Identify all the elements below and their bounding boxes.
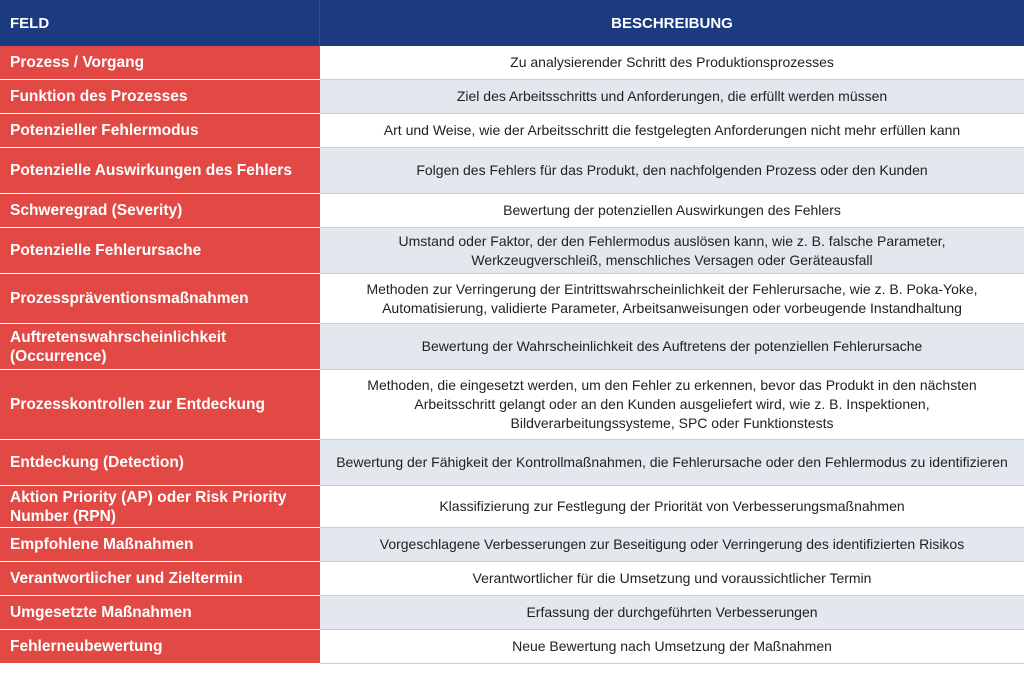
- row-7-beschreibung: Methoden zur Verringerung der Eintrittswahrscheinlichkeit der Fehlerursache, wie z. B. Poka-Yoke, Automatisierung, validierte Parameter, Arbeitsanweisungen oder vorbeugende Instandhaltung: [320, 274, 1024, 324]
- row-6-feld: Potenzielle Fehlerursache: [0, 228, 320, 274]
- row-12-feld: Empfohlene Maßnahmen: [0, 528, 320, 562]
- row-13-feld: Verantwortlicher und Zieltermin: [0, 562, 320, 596]
- row-9-feld: Prozesskontrollen zur Entdeckung: [0, 370, 320, 440]
- row-2-feld: Funktion des Prozesses: [0, 80, 320, 114]
- row-10-feld: Entdeckung (Detection): [0, 440, 320, 486]
- row-14-feld: Umgesetzte Maßnahmen: [0, 596, 320, 630]
- row-12-beschreibung: Vorgeschlagene Verbesserungen zur Beseitigung oder Verringerung des identifizierten Risikos: [320, 528, 1024, 562]
- row-15-feld: Fehlerneubewertung: [0, 630, 320, 664]
- row-3-feld: Potenzieller Fehlermodus: [0, 114, 320, 148]
- row-5-beschreibung: Bewertung der potenziellen Auswirkungen des Fehlers: [320, 194, 1024, 228]
- row-4-beschreibung: Folgen des Fehlers für das Produkt, den nachfolgenden Prozess oder den Kunden: [320, 148, 1024, 194]
- row-10-beschreibung: Bewertung der Fähigkeit der Kontrollmaßnahmen, die Fehlerursache oder den Fehlermodus zu identifizieren: [320, 440, 1024, 486]
- column-header-beschreibung: BESCHREIBUNG: [320, 0, 1024, 46]
- row-1-beschreibung: Zu analysierender Schritt des Produktionsprozesses: [320, 46, 1024, 80]
- row-11-beschreibung: Klassifizierung zur Festlegung der Priorität von Verbesserungsmaßnahmen: [320, 486, 1024, 528]
- row-4-feld: Potenzielle Auswirkungen des Fehlers: [0, 148, 320, 194]
- row-14-beschreibung: Erfassung der durchgeführten Verbesserungen: [320, 596, 1024, 630]
- row-11-feld: Aktion Priority (AP) oder Risk Priority Number (RPN): [0, 486, 320, 528]
- row-13-beschreibung: Verantwortlicher für die Umsetzung und voraussichtlicher Termin: [320, 562, 1024, 596]
- row-8-beschreibung: Bewertung der Wahrscheinlichkeit des Auftretens der potenziellen Fehlerursache: [320, 324, 1024, 370]
- row-15-beschreibung: Neue Bewertung nach Umsetzung der Maßnahmen: [320, 630, 1024, 664]
- row-2-beschreibung: Ziel des Arbeitsschritts und Anforderungen, die erfüllt werden müssen: [320, 80, 1024, 114]
- column-header-feld: FELD: [0, 0, 320, 46]
- row-7-feld: Prozesspräventionsmaßnahmen: [0, 274, 320, 324]
- row-9-beschreibung: Methoden, die eingesetzt werden, um den Fehler zu erkennen, bevor das Produkt in den nächsten Arbeitsschritt gelangt oder an den Kunden ausgeliefert wird, wie z. B. Inspektionen, Bildverarbeitungssysteme, SPC oder Funktionstests: [320, 370, 1024, 440]
- row-5-feld: Schweregrad (Severity): [0, 194, 320, 228]
- row-6-beschreibung: Umstand oder Faktor, der den Fehlermodus auslösen kann, wie z. B. falsche Parameter, Werkzeugverschleiß, menschliches Versagen oder Geräteausfall: [320, 228, 1024, 274]
- row-3-beschreibung: Art und Weise, wie der Arbeitsschritt die festgelegten Anforderungen nicht mehr erfüllen kann: [320, 114, 1024, 148]
- row-8-feld: Auftretenswahrscheinlichkeit (Occurrence): [0, 324, 320, 370]
- row-1-feld: Prozess / Vorgang: [0, 46, 320, 80]
